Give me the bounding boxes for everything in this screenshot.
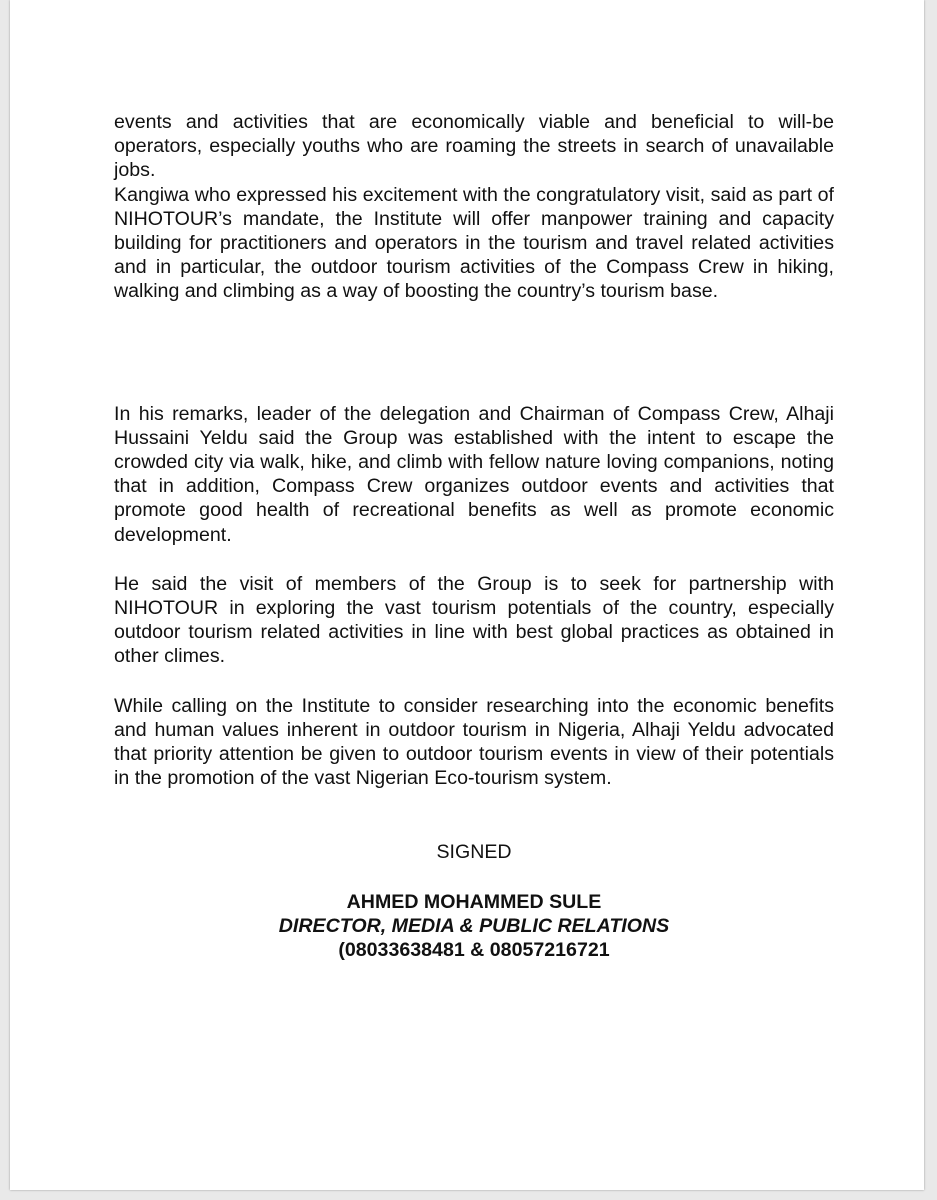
paragraph-3: In his remarks, leader of the delegation and Chairman of Compass Crew, Alhaji Hussaini Yeldu said the Group was established with the intent to escape the crowded city via walk, hike, and climb with fellow nature loving companions, noting that in addition, Compass Crew organizes outdoor events and activities that promote good health of recreational benefits as well as promote economic development. bbox=[114, 402, 834, 546]
paragraph-5: While calling on the Institute to consider researching into the economic benefits and human values inherent in outdoor tourism in Nigeria, Alhaji Yeldu advocated that priority attention be given to outdoor tourism events in view of their potentials in the promotion of the vast Nigerian Eco-tourism system. bbox=[114, 694, 834, 790]
signatory-phone: (08033638481 & 08057216721 bbox=[338, 939, 610, 962]
signed-label: SIGNED bbox=[436, 841, 512, 864]
document-body bbox=[114, 110, 834, 962]
paragraph-4: He said the visit of members of the Group is to seek for partnership with NIHOTOUR in exploring the vast tourism potentials of the country, especially outdoor tourism related activities in line with best global practices as obtained in other climes. bbox=[114, 572, 834, 668]
paragraph-1: events and activities that are economically viable and beneficial to will-be operators, especially youths who are roaming the streets in search of unavailable jobs. bbox=[114, 111, 834, 182]
document-page bbox=[10, 0, 924, 1190]
signatory-name: AHMED MOHAMMED SULE bbox=[346, 890, 602, 913]
signature-block bbox=[114, 840, 834, 962]
signatory-title: DIRECTOR, MEDIA & PUBLIC RELATIONS bbox=[278, 914, 670, 937]
paragraph-2: Kangiwa who expressed his excitement with the congratulatory visit, said as part of NIHOTOUR’s mandate, the Institute will offer manpower training and capacity building for practitioners and operators in the tourism and travel related activities and in particular, the outdoor tourism activities of the Compass Crew in hiking, walking and climbing as a way of boosting the country’s tourism base. bbox=[114, 183, 834, 303]
